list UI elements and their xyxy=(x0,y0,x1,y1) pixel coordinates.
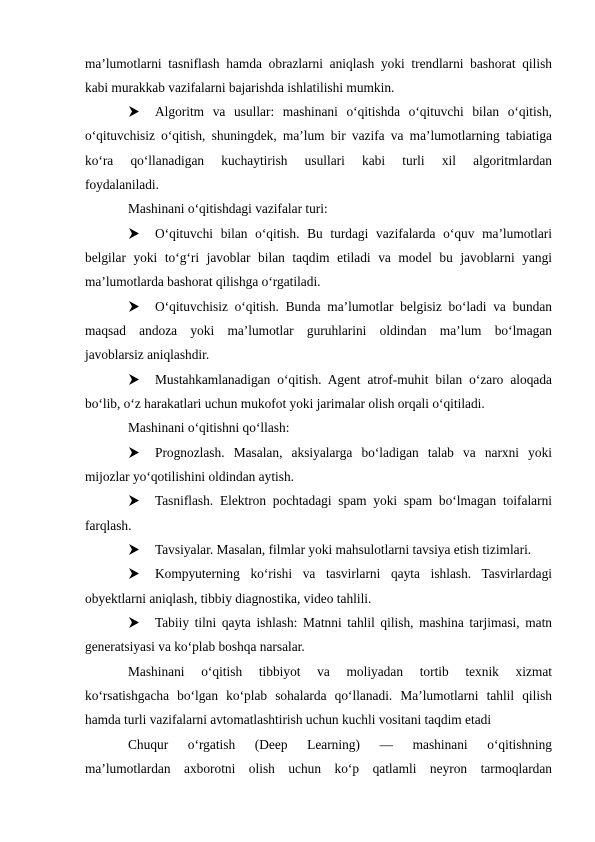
bullet-item-line: ma’lumotlarda bashorat qilishga o‘rgatiladi. xyxy=(85,274,321,289)
bullet-item-line: O‘qituvchisiz o‘qitish. Bunda ma’lumotlar belgisiz bo‘ladi va bundan xyxy=(155,299,552,314)
bullet-item-line: Tabiiy tilni qayta ishlash: Matnni tahlil qilish, mashina tarjimasi, matn xyxy=(155,615,552,630)
bullet-item-line: Prognozlash. Masalan, aksiyalarga bo‘ladigan talab va narxni yoki xyxy=(155,445,552,460)
bullet-item-line: Tasniflash. Elektron pochtadagi spam yoki spam bo‘lmagan toifalarni xyxy=(155,493,552,508)
arrowhead-bullet-icon xyxy=(128,492,140,509)
bullet-item-line: javoblarsiz aniqlashdir. xyxy=(85,347,210,362)
arrowhead-bullet-icon xyxy=(128,565,140,582)
paragraph-line: ko‘rsatishgacha bo‘lgan ko‘plab sohalarda qo‘llanadi. Ma’lumotlarni tahlil qilish xyxy=(85,688,552,703)
section-heading: Mashinani o‘qitishni qo‘llash: xyxy=(128,420,290,435)
arrowhead-bullet-icon xyxy=(128,225,140,242)
arrowhead-bullet-icon xyxy=(128,371,140,388)
bullet-item-line: Mustahkamlanadigan o‘qitish. Agent atrof-muhit bilan o‘zaro aloqada xyxy=(155,372,552,387)
arrowhead-bullet-icon xyxy=(128,103,140,120)
paragraph-line: Mashinani o‘qitish tibbiyot va moliyadan tortib texnik xizmat xyxy=(128,664,552,679)
arrowhead-bullet-icon xyxy=(128,444,140,461)
bullet-item-line: o‘qituvchisiz o‘qitish, shuningdek, ma’lum bir vazifa va ma’lumotlarning tabiatiga xyxy=(85,128,552,143)
bullet-item-line: obyektlarni aniqlash, tibbiy diagnostika, video tahlili. xyxy=(85,591,372,606)
paragraph-line: ma’lumotlarni tasniflash hamda obrazlarni aniqlash yoki trendlarni bashorat qilish xyxy=(85,56,552,71)
bullet-item-line: Tavsiyalar. Masalan, filmlar yoki mahsulotlarni tavsiya etish tizimlari. xyxy=(155,542,532,557)
arrowhead-bullet-icon xyxy=(128,614,140,631)
section-heading: Mashinani o‘qitishdagi vazifalar turi: xyxy=(128,201,328,216)
bullet-item-line: generatsiyasi va ko‘plab boshqa narsalar. xyxy=(85,639,305,654)
arrowhead-bullet-icon xyxy=(128,541,140,558)
paragraph-line: hamda turli vazifalarni avtomatlashtirish uchun kuchli vositani taqdim etadi xyxy=(85,712,492,727)
bullet-item-line: bo‘lib, o‘z harakatlari uchun mukofot yoki jarimalar olish orqali o‘qitiladi. xyxy=(85,396,485,411)
bullet-item-line: maqsad andoza yoki ma’lumotlar guruhlarini oldindan ma’lum bo‘lmagan xyxy=(85,323,552,338)
bullet-item-line: farqlash. xyxy=(85,518,132,533)
arrowhead-bullet-icon xyxy=(128,298,140,315)
bullet-item-line: O‘qituvchi bilan o‘qitish. Bu turdagi vazifalarda o‘quv ma’lumotlari xyxy=(155,226,552,241)
bullet-item-line: Kompyuterning ko‘rishi va tasvirlarni qayta ishlash. Tasvirlardagi xyxy=(155,566,552,581)
paragraph-line: Chuqur o‘rgatish (Deep Learning) — mashinani o‘qitishning xyxy=(128,737,552,752)
bullet-item-line: ko‘ra qo‘llanadigan kuchaytirish usullari kabi turli xil algoritmlardan xyxy=(85,153,552,168)
bullet-item-line: mijozlar yo‘qotilishini oldindan aytish. xyxy=(85,469,295,484)
paragraph-line: kabi murakkab vazifalarni bajarishda ishlatilishi mumkin. xyxy=(85,80,395,95)
bullet-item-line: foydalaniladi. xyxy=(85,177,159,192)
paragraph-line: ma’lumotlardan axborotni olish uchun ko‘p qatlamli neyron tarmoqlardan xyxy=(85,761,552,776)
bullet-item-line: belgilar yoki to‘g‘ri javoblar bilan taqdim etiladi va model bu javoblarni yangi xyxy=(85,250,552,265)
bullet-item-line: Algoritm va usullar: mashinani o‘qitishda o‘qituvchi bilan o‘qitish, xyxy=(155,104,552,119)
